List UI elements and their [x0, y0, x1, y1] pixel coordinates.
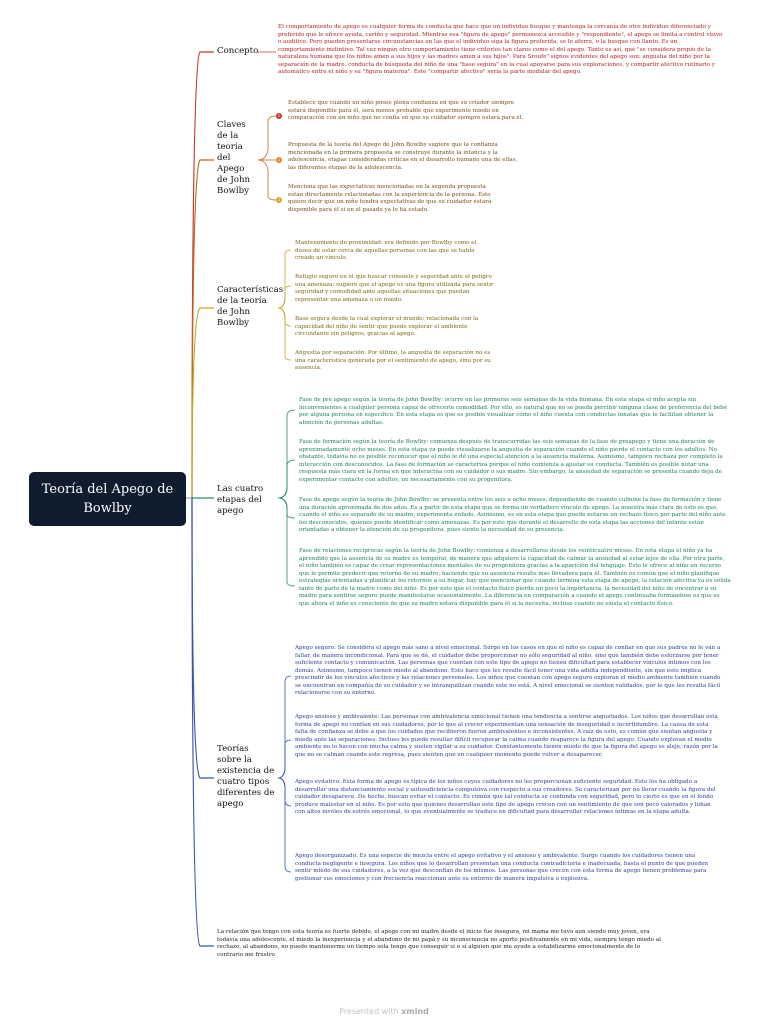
- leaf-etapas-2: Fase de formación según la teoría de Bowlby: comienza después de transcurridas las seis semanas de la fase de preapego y tiene una duración de aproximadamente ocho meses. En esta etapa ya puede visualizarse la angustia de separación cuando el niño pierde el contacto con los adultos. No obstante, todavía no es posible reconocer que el niño le dé una especial atención a la ausencia materna. Asimismo, tampoco rechaza por completo la interacción con desconocidos. La fase de formación se caracteriza porque el niño comienza a ajustar su conducta. También es posible notar una respuesta más clara en la forma en que interactúa con su cuidador o sus madre. Sin embargo, la ansiedad de separación se presenta cuando deja de experimentar contacto con adultos, no necesariamente con su progenitora.: [299, 439, 723, 483]
- leaf-claves-1: Establece que cuando un niño posee plena confianza en que su criador siempre estará disponible para él, será menos probable que experimente miedo en comparación con un niño que no confía en que su cuidador siempre estará para él.: [288, 100, 524, 121]
- leaf-teorias-3: Apego evitativo: Esta forma de apego es típica de los niños cuyos cuidadores no les proporcionan suficiente seguridad. Esto los ha obligado a desarrollar una distanciamiento social y autosuficiencia compulsiva con respecto a sus creadores. Se caracterizan por no llorar cuando la figura del cuidador desaparece. De hecho, buscan evitar el contacto. Es común que tal conducta se confunda con seguridad, pero lo cierto es que en el fondo produce malestar en el niño. Es por esto que quienes desarrollan este tipo de apego crecen con un sentimiento de que son poco valorados y lidian con altos niveles de estrés emocional, lo que eventualmente se traduce en dificultad para desarrollar relaciones íntimas en la etapa adulta.: [295, 779, 716, 815]
- leaf-teorias-2: Apego ansioso y ambivalente: Las personas con ambivalencia emocional tienen una tendencia a sentirse angustiados. Los niños que desarrollan esta forma de apego no confían en sus cuidadores, por lo que al crecer experimentan una sensación de inseguridad e incertidumbre. La causa de esta falta de confianza se debe a que los cuidados que recibieron fueron ambivalentes e inconsistentes. A raíz de esto, es común que sientan angustia y miedo ante las separaciones. Incluso les puede resultar difícil recuperar la calma cuando reaparece la figura del apego. Cuando exploran el medio ambiente no lo hacen con mucha calma y suelen vigilar a su cuidador. Constantemente tienen miedo de que la figura del apego se aleje, razón por la que no se calman cuando este regresa, pues sienten que en cualquier momento puede volver a desaparecer.: [295, 714, 718, 758]
- leaf-etapas-3: Fase de apego según la teoría de John Bowlby: se presenta entre los seis u ocho meses, dependiendo de cuando culmine la fase de formación y tiene una duración aproximada de dos años. Es a partir de esta etapa que se forma un verdadero vínculo de apego. La muestra más clara de esto es que, cuando el niño es separado de su madre, experimenta enfado. Asimismo, es en esta etapa que puede notarse un rechazo físico por parte del niño ante los desconocidos, quienes puede identificar como amenazas. Es por esto que durante el desarrollo de esta etapa las acciones del infante están orientadas a obtener la atención de su progenitora, pues siente la necesidad de su presencia.: [299, 497, 726, 533]
- xmind-logo[interactable]: xmind: [401, 1007, 429, 1016]
- branch-concepto-label: Concepto: [217, 46, 259, 56]
- branch-teorias-label: Teorías sobre la existencia de cuatro tipos diferentes de apego: [217, 744, 275, 809]
- branch-relacion[interactable]: La relación que tengo con esta teoría es fuerte debido, el apego con mi madre desde el inicio fue insegura, mi mama me tuvo aun siendo muy joven, era todavía una adolescente, el miedo la inexperiencia y el abandono de mi papá y su inconsciencia no aporto positivamente en mi vida, siempre tengo miedo al rechazo, al abandono, no puedo mantenerme un tiempo sola tengo que conseguir si o sí alguien que me ayude a estabilizarme emocionalmente de lo contrario me frustro: [217, 929, 661, 958]
- footer: [0, 1007, 768, 1016]
- footer-prefix: Presented with: [339, 1007, 399, 1016]
- branch-caracteristicas-label: Características de la teoría de John Bowlby: [217, 285, 284, 328]
- central-topic[interactable]: [29, 472, 186, 526]
- branch-etapas-label: Las cuatro etapas del apego: [217, 484, 264, 516]
- leaf-claves-3: Menciona que las expectativas mencionadas en la segunda propuesta están directamente relacionadas con la experiencia de la persona. Esto quiere decir que un niño tendrá expectativas de que su cuidador estará disponible para él si en el pasado ya lo ha estado.: [288, 184, 492, 213]
- branch-claves[interactable]: [217, 120, 257, 197]
- leaf-etapas-1: Fase de pre apego según la teoría de John Bowlby: ocurre en las primeras seis semanas de la vida humana. En esta etapa el niño acepta sin inconvenientes a cualquier persona capaz de ofrecerle comodidad. Por ello, es natural que no se pueda percibir ninguna clase de preferencia del bebé por alguna persona en específico. En esta etapa es que es posible visualizar cómo el niño cuenta con conductas innatas que le facilitan obtener la atención de personas adultas.: [299, 397, 728, 426]
- leaf-caracteristicas-3: Base segura desde la cual explorar el mundo: relacionada con la capacidad del niño de sentir que puede explorar el ambiente circundante sin peligros, gracias al apego.: [295, 316, 479, 337]
- branch-claves-label: Claves de la teoría del Apego de John Bowlby: [217, 120, 251, 196]
- leaf-caracteristicas-2: Refugio seguro en el que buscar consuelo y seguridad ante el peligro una amenaza: sugiere que el apego es una figura utilizada para sentir seguridad y comodidad ante aquellas situaciones que puedan representar una amenaza o un miedo.: [295, 274, 494, 303]
- branch-teorias[interactable]: [217, 744, 275, 810]
- leaf-etapas-4: Fase de relaciones recíprocas según la teoría de John Bowlby: comienza a desarrollarse desde los veinticuatro meses. En esta etapa el niño ya ha aprendido que la ausencia de su madre es temporal, de manera que adquiere la capacidad de calmar la ansiedad al estar lejos de ella. Por otra parte, el niño también es capaz de crear representaciones mentales de su progenitora gracias a la aparición del lenguaje. Esto le ofrece al niño un recurso que le permite predecir que retorno de su madre, haciendo que su ausencia resulte más llevadera para él. También es común que el niño planifique estrategias orientadas a planificar los retornos a su hogar, hay que mencionar que cuando termina esta etapa de apego, la relación afectiva ya es sólida tanto de parte de la madre como del niño. Es por esto que el contacto físico pierde un poco la importancia, la necesidad del niño de encontrar a su madre para sentirse seguro puede manifestarse ocasionalmente. La diferencia en comparación a cuando el apego continuaba formándose es que es que ahora el niño es consciente de que su madre estará disponible para él si la necesita, incluso cuando no exista el contacto físico.: [299, 548, 731, 607]
- leaf-claves-2: Propuesta de la teoría del Apego de John Bowlby sugiere que la confianza mencionada en la primera propuesta se construye durante la infancia y la adolescencia, etapas consideradas críticas en el desarrollo humano una de ellas, las diferentes etapas de la adolescencia.: [288, 142, 518, 171]
- branch-etapas[interactable]: [217, 484, 273, 517]
- leaf-teorias-4: Apego desorganizado: Es una especie de mezcla entre el apego evitativo y el ansioso y ambivalente. Surge cuando los cuidadores tienen una conducta negligente e insegura. Los niños que lo desarrollan presentan una conducta contradictoria e inadecuada, hasta el punto de que pueden sentir miedo de sus cuidadores, a la vez que desconfían de los mismos. Las personas que crecen con esta forma de apego tienen problemas para gestionar sus emociones y con frecuencia reaccionan ante su entorno de manera impulsiva o explosiva.: [295, 853, 709, 882]
- number-icon: 3: [277, 197, 281, 202]
- number-icon: 2: [277, 157, 281, 162]
- branch-concepto[interactable]: [217, 46, 261, 57]
- leaf-caracteristicas-4: Angustia por separación: Por último, la angustia de separación no es una característica generada por el sentimiento de apego, sino por su ausencia.: [295, 350, 491, 371]
- leaf-caracteristicas-1: Mantenimiento de proximidad: era definido por Bowlby como el deseo de estar cerca de aquellas personas con las que se había creado un vínculo.: [295, 240, 477, 261]
- branch-caracteristicas[interactable]: [217, 285, 284, 329]
- leaf-concepto: El comportamiento de apego es cualquier forma de conducta que hace que un individuo busque y mantenga la cercanía de otro individuo diferenciado y preferido que le ofrece ayuda, cariño y seguridad. Mientras esa "figura de apego" permanezca accesible y "respondiente", el apego se limita a control visivo o auditivo. Pero pueden presentarse circunstancias en las que el individuo siga la figura preferida, se le aferre, o la busque con llanto. Es un comportamiento instintivo. Tal vez ningún otro comportamiento tiene criterios tan claros como el del apego. Tanto es así, que "se considera propio de la naturaleza humana que los niños amen a sus hijos y las madres amen a sus hijos". Para Sroufe" signos evidentes del apego son: angustia del niño por la separación de la madre, conducta de búsqueda del niño de una "base segura" en la cual apoyarse para sus exploraciones, y compartir afectivo rutinario y automático entre el niño y su "figura materna". Este "compartir afectivo" sería la parte modular del apego.: [278, 24, 723, 75]
- leaf-teorias-1: Apego seguro: Se considera el apego más sano a nivel emocional. Surge en los casos en que el niño es capaz de confiar en que sus padres no le van a fallar, de manera incondicional. Para que se dé, el cuidador debe proporcionar no sólo seguridad al niño, sino que también debe esforzarse por tener suficiente contacto y comunicación. Las personas que cuentan con este tipo de apego no tienen dificultad para establecer vínculos íntimos con los demás. Asimismo, tampoco tienen miedo al abandono. Esto hace que les resulte fácil tener una vida adulta independiente, sin que esto implica prescindir de los vínculos afectivos y las relaciones personales. Los niños que cuentan con apego seguro exploran el medio ambiente también cuando se encuentran en compañía de su cuidador y se intranquilizan cuando este no está. A nivel emocional se sienten validados, por lo que les resulta fácil relacionarse con su entorno.: [295, 645, 721, 696]
- central-topic-label: Teoría del Apego de Bowlby: [41, 482, 174, 516]
- number-icon: 1: [277, 113, 281, 118]
